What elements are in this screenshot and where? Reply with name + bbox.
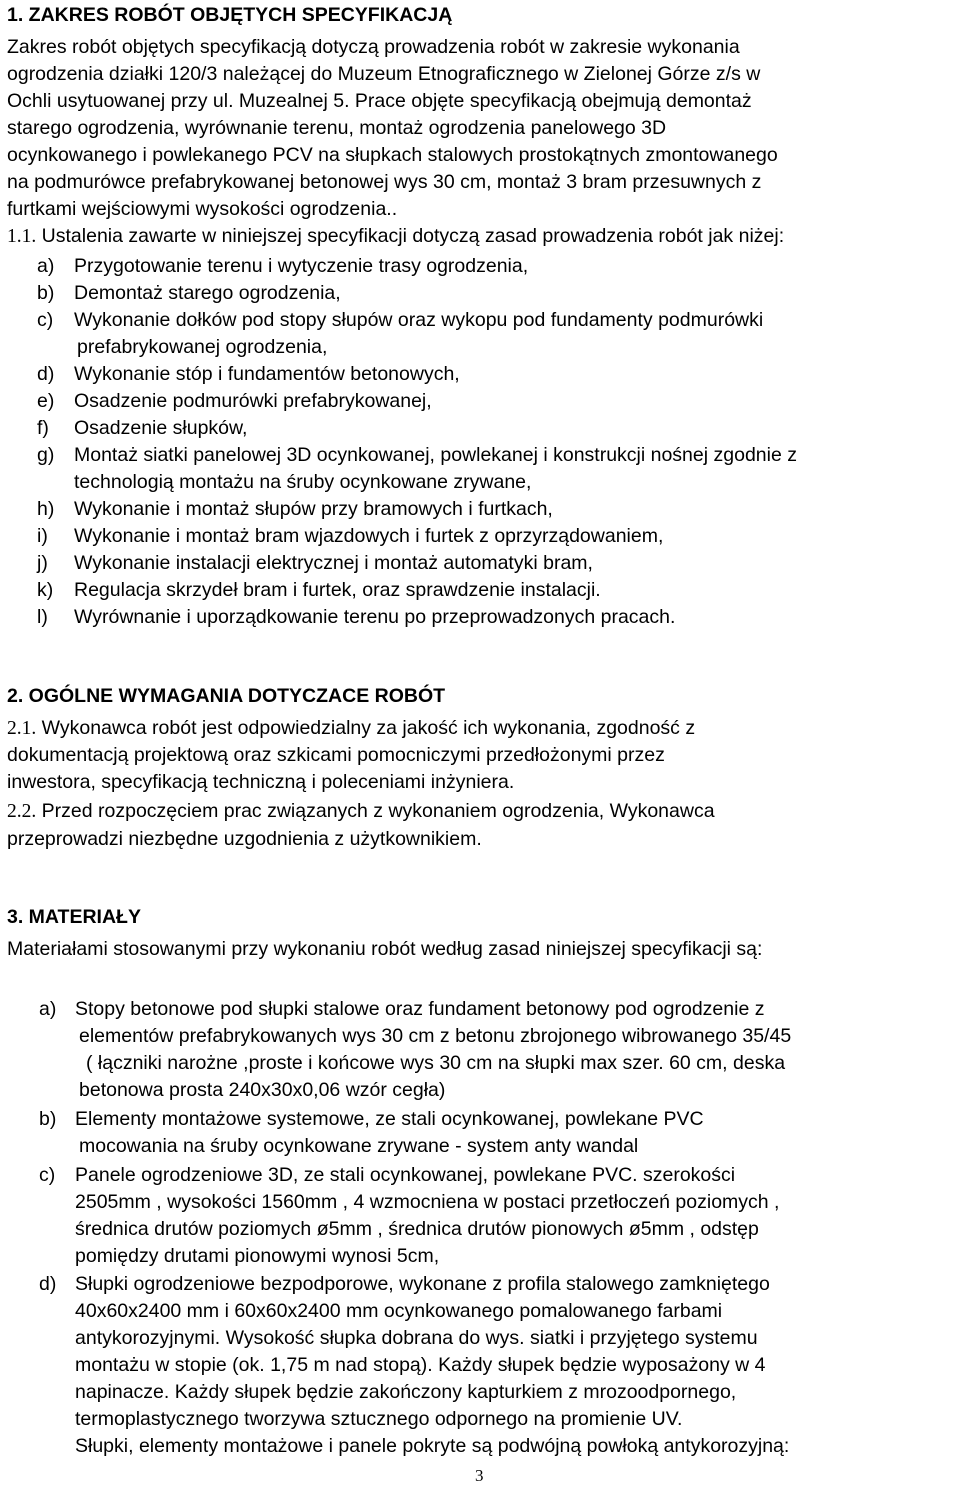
list-label: d) — [37, 363, 55, 385]
paragraph-number: 1.1. — [7, 226, 37, 247]
material-item-a-line-4: betonowa prosta 240x30x0,06 wzór cegła) — [79, 1079, 446, 1101]
list-text: Przygotowanie terenu i wytyczenie trasy ogrodzenia, — [74, 255, 529, 277]
material-item-c-line-2: 2505mm , wysokości 1560mm , 4 wzmocniena w postaci przetłoczeń poziomych , — [75, 1191, 780, 1213]
paragraph-1-1 — [7, 227, 784, 247]
paragraph-number: 2.1. — [7, 718, 37, 739]
list-label: j) — [37, 552, 48, 574]
list-label: b) — [39, 1108, 57, 1130]
list-label: f) — [37, 417, 49, 439]
list-label: e) — [37, 390, 55, 412]
section-2-heading: 2. OGÓLNE WYMAGANIA DOTYCZACE ROBÓT — [7, 685, 446, 707]
list-text: Stopy betonowe pod słupki stalowe oraz fundament betonowy pod ogrodzenie z — [75, 998, 765, 1020]
material-item-d-line-7: Słupki, elementy montażowe i panele pokryte są podwójną powłoką antykorozyjną: — [75, 1435, 790, 1457]
paragraph-text: Przed rozpoczęciem prac związanych z wykonaniem ogrodzenia, Wykonawca — [41, 800, 715, 822]
list-item-g-continuation: technologią montażu na śruby ocynkowane zrywane, — [74, 471, 532, 493]
material-item-c-line-3: średnica drutów poziomych ø5mm , średnica drutów pionowych ø5mm , odstęp — [75, 1218, 759, 1240]
list-text: Wyrównanie i uporządkowanie terenu po przeprowadzonych pracach. — [74, 606, 676, 628]
list-text: Wykonanie stóp i fundamentów betonowych, — [74, 363, 460, 385]
s1-intro-line-4: starego ogrodzenia, wyrównanie terenu, montaż ogrodzenia panelowego 3D — [7, 117, 667, 139]
section-3-heading: 3. MATERIAŁY — [7, 906, 141, 928]
material-item-a-line-3: ( łączniki narożne ,proste i końcowe wys 30 cm na słupki max szer. 60 cm, deska — [86, 1052, 786, 1074]
paragraph-2-1-line-2: dokumentacją projektową oraz szkicami pomocniczymi przedłożonymi przez — [7, 744, 665, 766]
list-item-h — [37, 500, 553, 520]
material-item-c-line-4: pomiędzy drutami pionowymi wynosi 5cm, — [75, 1245, 440, 1267]
list-item-d — [37, 365, 460, 385]
material-item-d-line-3: antykorozyjnymi. Wysokość słupka dobrana do wys. siatki i przyjętego systemu — [75, 1327, 758, 1349]
list-label: a) — [39, 998, 57, 1020]
s1-intro-line-7: furtkami wejściowymi wysokości ogrodzenia.. — [7, 198, 398, 220]
list-text: Regulacja skrzydeł bram i furtek, oraz sprawdzenie instalacji. — [74, 579, 601, 601]
list-label: k) — [37, 579, 54, 601]
material-item-d-line-2: 40x60x2400 mm i 60x60x2400 mm ocynkowanego pomalowanego farbami — [75, 1300, 723, 1322]
paragraph-number: 2.2. — [7, 801, 37, 822]
s1-intro-line-1: Zakres robót objętych specyfikacją dotyczą prowadzenia robót w zakresie wykonania — [7, 36, 740, 58]
list-label: c) — [37, 309, 54, 331]
paragraph-2-1-line-3: inwestora, specyfikacją techniczną i poleceniami inżyniera. — [7, 771, 515, 793]
material-item-b — [39, 1110, 704, 1130]
s1-intro-line-2: ogrodzenia działki 120/3 należącej do Muzeum Etnograficznego w Zielonej Górze z/s w — [7, 63, 761, 85]
material-item-d-line-6: termoplastycznego tworzywa sztucznego odpornego na promienie UV. — [75, 1408, 683, 1430]
material-item-d-line-5: napinacze. Każdy słupek będzie zakończony kapturkiem z mrozoodpornego, — [75, 1381, 737, 1403]
list-label: b) — [37, 282, 55, 304]
section-3-intro: Materiałami stosowanymi przy wykonaniu robót według zasad niniejszej specyfikacji są: — [7, 938, 763, 960]
list-text: Wykonanie dołków pod stopy słupów oraz wykopu pod fundamenty podmurówki — [74, 309, 764, 331]
list-text: Osadzenie słupków, — [74, 417, 248, 439]
list-text: Wykonanie i montaż bram wjazdowych i furtek z oprzyrządowaniem, — [74, 525, 664, 547]
list-item-j — [37, 554, 593, 574]
list-item-k — [37, 581, 601, 601]
list-item-b — [37, 284, 341, 304]
material-item-b-line-2: mocowania na śruby ocynkowane zrywane - system anty wandal — [79, 1135, 639, 1157]
list-item-c — [37, 311, 763, 331]
material-item-a-line-2: elementów prefabrykowanych wys 30 cm z betonu zbrojonego wibrowanego 35/45 — [79, 1025, 792, 1047]
list-item-i — [37, 527, 663, 547]
material-item-d-line-4: montażu w stopie (ok. 1,75 m nad stopą). Każdy słupek będzie wyposażony w 4 — [75, 1354, 766, 1376]
list-label: g) — [37, 444, 55, 466]
list-label: i) — [37, 525, 48, 547]
list-label: l) — [37, 606, 48, 628]
section-1-heading: 1. ZAKRES ROBÓT OBJĘTYCH SPECYFIKACJĄ — [7, 4, 453, 26]
list-label: c) — [39, 1164, 56, 1186]
material-item-c — [39, 1166, 735, 1186]
paragraph-text: Wykonawca robót jest odpowiedzialny za jakość ich wykonania, zgodność z — [41, 717, 696, 739]
page-number: 3 — [475, 1466, 484, 1485]
list-text: Demontaż starego ogrodzenia, — [74, 282, 341, 304]
paragraph-2-2 — [7, 802, 715, 822]
s1-intro-line-5: ocynkowanego i powlekanego PCV na słupkach stalowych prostokątnych zmontowanego — [7, 144, 778, 166]
list-label: d) — [39, 1273, 57, 1295]
list-text: Montaż siatki panelowej 3D ocynkowanej, powlekanej i konstrukcji nośnej zgodnie z — [74, 444, 797, 466]
paragraph-text: Ustalenia zawarte w niniejszej specyfikacji dotyczą zasad prowadzenia robót jak niżej: — [41, 225, 785, 247]
material-item-d — [39, 1275, 770, 1295]
paragraph-2-1 — [7, 719, 695, 739]
list-item-e — [37, 392, 432, 412]
list-label: h) — [37, 498, 55, 520]
s1-intro-line-6: na podmurówce prefabrykowanej betonowej wys 30 cm, montaż 3 bram przesuwnych z — [7, 171, 762, 193]
list-item-f — [37, 419, 247, 439]
list-text: Słupki ogrodzeniowe bezpodporowe, wykonane z profila stalowego zamkniętego — [75, 1273, 770, 1295]
list-label: a) — [37, 255, 55, 277]
list-item-a — [37, 257, 528, 277]
s1-intro-line-3: Ochli usytuowanej przy ul. Muzealnej 5. Prace objęte specyfikacją obejmują demontaż — [7, 90, 752, 112]
list-text: Wykonanie i montaż słupów przy bramowych i furtkach, — [74, 498, 553, 520]
list-item-g — [37, 446, 797, 466]
list-item-c-continuation: prefabrykowanej ogrodzenia, — [77, 336, 328, 358]
list-item-l — [37, 608, 675, 628]
list-text: Panele ogrodzeniowe 3D, ze stali ocynkowanej, powlekane PVC. szerokości — [75, 1164, 736, 1186]
list-text: Osadzenie podmurówki prefabrykowanej, — [74, 390, 432, 412]
list-text: Wykonanie instalacji elektrycznej i montaż automatyki bram, — [74, 552, 593, 574]
paragraph-2-2-line-2: przeprowadzi niezbędne uzgodnienia z użytkownikiem. — [7, 828, 482, 850]
material-item-a — [39, 1000, 764, 1020]
list-text: Elementy montażowe systemowe, ze stali ocynkowanej, powlekane PVC — [75, 1108, 704, 1130]
